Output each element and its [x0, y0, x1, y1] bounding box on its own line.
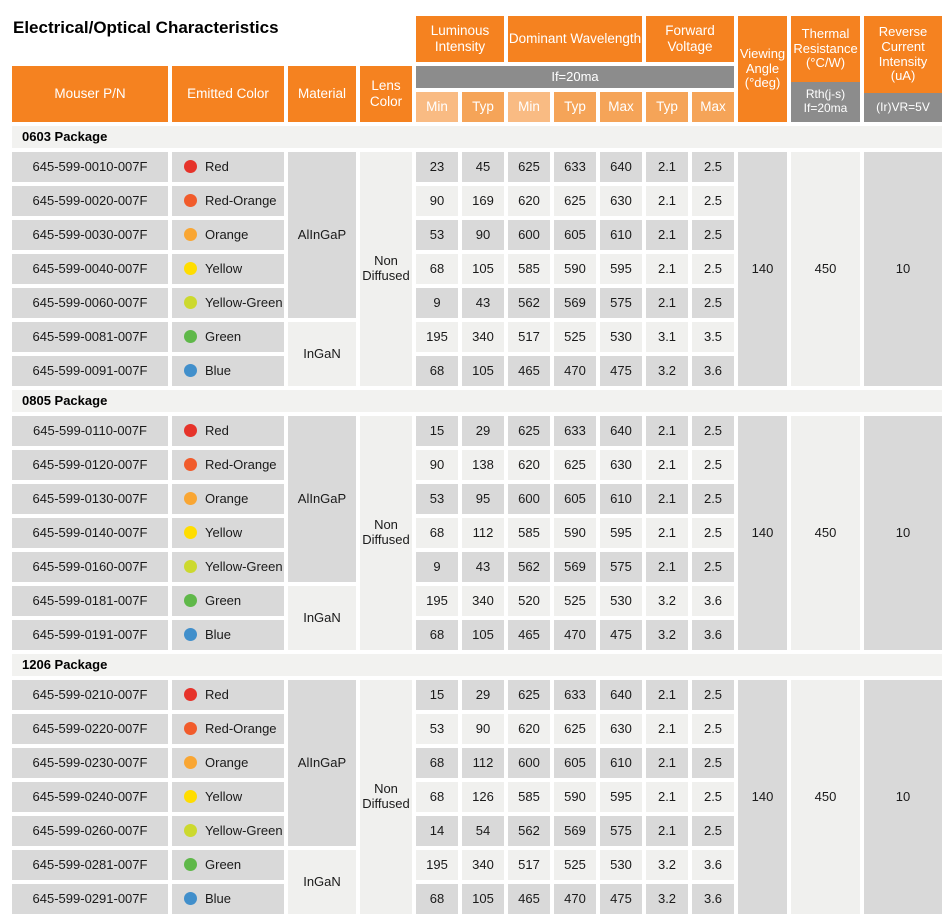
dw-typ-cell: 590: [554, 254, 596, 284]
dw-max-cell: 630: [600, 714, 642, 744]
subheader-li-min: Min: [416, 92, 458, 122]
emitted-color-cell: [172, 748, 284, 778]
package-section-label: 1206 Package: [12, 654, 942, 676]
table-row: [12, 416, 942, 446]
fv-max-cell: 3.5: [692, 322, 734, 352]
emitted-color-label: Orange: [205, 226, 249, 242]
li-min-cell: 195: [416, 586, 458, 616]
lens-color-cell: Non Diffused: [360, 680, 412, 914]
li-min-cell: 68: [416, 518, 458, 548]
li-typ-cell: 29: [462, 680, 504, 710]
dw-typ-cell: 633: [554, 416, 596, 446]
color-dot: [184, 330, 197, 343]
dw-typ-cell: 605: [554, 484, 596, 514]
dw-min-cell: 585: [508, 254, 550, 284]
viewing-angle-cell: 140: [738, 152, 787, 386]
emitted-color-cell: [172, 620, 284, 650]
emitted-color-label: Green: [205, 328, 242, 344]
fv-max-cell: 2.5: [692, 220, 734, 250]
subheader-fv-max: Max: [692, 92, 734, 122]
li-min-cell: 195: [416, 850, 458, 880]
subheader-li-typ: Typ: [462, 92, 504, 122]
color-dot: [184, 492, 197, 505]
fv-typ-cell: 3.1: [646, 322, 688, 352]
fv-typ-cell: 2.1: [646, 680, 688, 710]
emitted-color-label: Yellow-Green: [205, 294, 283, 310]
viewing-angle-cell: 140: [738, 416, 787, 650]
emitted-color-cell: [172, 152, 284, 182]
header-forward-voltage: Forward Voltage: [646, 16, 734, 62]
emitted-color-label: Yellow: [205, 524, 243, 540]
header-lens-color: Lens Color: [360, 66, 412, 122]
reverse-current-title: Reverse Current Intensity (uA): [864, 16, 942, 93]
fv-max-cell: 2.5: [692, 782, 734, 812]
fv-max-cell: 2.5: [692, 484, 734, 514]
li-typ-cell: 126: [462, 782, 504, 812]
li-min-cell: 9: [416, 552, 458, 582]
header-if-band: If=20ma: [416, 66, 734, 88]
part-number-cell: 645-599-0040-007F: [12, 254, 168, 284]
li-min-cell: 14: [416, 816, 458, 846]
fv-max-cell: 2.5: [692, 518, 734, 548]
material-cell: InGaN: [288, 586, 356, 650]
fv-typ-cell: 3.2: [646, 586, 688, 616]
dw-max-cell: 610: [600, 748, 642, 778]
fv-typ-cell: 2.1: [646, 714, 688, 744]
emitted-color-label: Red-Orange: [205, 192, 277, 208]
part-number-cell: 645-599-0020-007F: [12, 186, 168, 216]
color-dot: [184, 458, 197, 471]
li-min-cell: 15: [416, 680, 458, 710]
thermal-resistance-title: Thermal Resistance (°C/W): [791, 16, 860, 82]
dw-typ-cell: 590: [554, 518, 596, 548]
part-number-cell: 645-599-0110-007F: [12, 416, 168, 446]
part-number-cell: 645-599-0291-007F: [12, 884, 168, 914]
dw-max-cell: 640: [600, 680, 642, 710]
li-min-cell: 90: [416, 186, 458, 216]
dw-max-cell: 595: [600, 518, 642, 548]
emitted-color-label: Red: [205, 686, 229, 702]
dw-min-cell: 520: [508, 586, 550, 616]
fv-max-cell: 2.5: [692, 186, 734, 216]
thermal-resistance-cell: 450: [791, 680, 860, 914]
li-typ-cell: 45: [462, 152, 504, 182]
li-typ-cell: 138: [462, 450, 504, 480]
thermal-resistance-cell: 450: [791, 152, 860, 386]
part-number-cell: 645-599-0081-007F: [12, 322, 168, 352]
dw-typ-cell: 605: [554, 220, 596, 250]
color-dot: [184, 892, 197, 905]
material-cell: AlInGaP: [288, 152, 356, 318]
part-number-cell: 645-599-0220-007F: [12, 714, 168, 744]
dw-min-cell: 600: [508, 484, 550, 514]
dw-max-cell: 575: [600, 816, 642, 846]
fv-max-cell: 2.5: [692, 416, 734, 446]
dw-max-cell: 530: [600, 586, 642, 616]
part-number-cell: 645-599-0060-007F: [12, 288, 168, 318]
dw-min-cell: 625: [508, 416, 550, 446]
li-min-cell: 195: [416, 322, 458, 352]
fv-typ-cell: 2.1: [646, 186, 688, 216]
fv-max-cell: 2.5: [692, 714, 734, 744]
part-number-cell: 645-599-0230-007F: [12, 748, 168, 778]
emitted-color-cell: [172, 450, 284, 480]
fv-typ-cell: 3.2: [646, 884, 688, 914]
li-typ-cell: 105: [462, 254, 504, 284]
emitted-color-cell: [172, 356, 284, 386]
color-dot: [184, 824, 197, 837]
emitted-color-label: Green: [205, 856, 242, 872]
lens-color-cell: Non Diffused: [360, 416, 412, 650]
thermal-resistance-cell: 450: [791, 416, 860, 650]
header-spacer: [288, 16, 356, 62]
part-number-cell: 645-599-0010-007F: [12, 152, 168, 182]
li-typ-cell: 105: [462, 884, 504, 914]
emitted-color-label: Blue: [205, 626, 232, 642]
emitted-color-label: Red: [205, 422, 229, 438]
emitted-color-cell: [172, 850, 284, 880]
dw-typ-cell: 633: [554, 680, 596, 710]
fv-max-cell: 3.6: [692, 884, 734, 914]
dw-min-cell: 465: [508, 884, 550, 914]
color-dot: [184, 858, 197, 871]
dw-max-cell: 475: [600, 884, 642, 914]
color-dot: [184, 296, 197, 309]
dw-typ-cell: 590: [554, 782, 596, 812]
fv-typ-cell: 2.1: [646, 782, 688, 812]
li-typ-cell: 340: [462, 586, 504, 616]
emitted-color-label: Orange: [205, 754, 249, 770]
dw-typ-cell: 525: [554, 850, 596, 880]
dw-typ-cell: 625: [554, 714, 596, 744]
dw-min-cell: 600: [508, 748, 550, 778]
material-cell: AlInGaP: [288, 416, 356, 582]
part-number-cell: 645-599-0091-007F: [12, 356, 168, 386]
emitted-color-label: Yellow: [205, 788, 243, 804]
material-cell: AlInGaP: [288, 680, 356, 846]
emitted-color-cell: [172, 416, 284, 446]
dw-min-cell: 620: [508, 450, 550, 480]
color-dot: [184, 756, 197, 769]
li-typ-cell: 95: [462, 484, 504, 514]
dw-max-cell: 475: [600, 356, 642, 386]
color-dot: [184, 194, 197, 207]
color-dot: [184, 228, 197, 241]
fv-max-cell: 2.5: [692, 552, 734, 582]
emitted-color-label: Green: [205, 592, 242, 608]
part-number-cell: 645-599-0240-007F: [12, 782, 168, 812]
li-typ-cell: 112: [462, 748, 504, 778]
header-viewing-angle: Viewing Angle (°deg): [738, 16, 787, 122]
emitted-color-cell: [172, 552, 284, 582]
part-number-cell: 645-599-0191-007F: [12, 620, 168, 650]
color-dot: [184, 722, 197, 735]
li-min-cell: 9: [416, 288, 458, 318]
emitted-color-label: Orange: [205, 490, 249, 506]
li-min-cell: 53: [416, 714, 458, 744]
fv-typ-cell: 2.1: [646, 552, 688, 582]
dw-max-cell: 610: [600, 484, 642, 514]
dw-min-cell: 625: [508, 152, 550, 182]
emitted-color-cell: [172, 288, 284, 318]
emitted-color-label: Blue: [205, 890, 232, 906]
li-typ-cell: 90: [462, 220, 504, 250]
li-typ-cell: 340: [462, 322, 504, 352]
li-typ-cell: 90: [462, 714, 504, 744]
emitted-color-cell: [172, 518, 284, 548]
fv-max-cell: 2.5: [692, 254, 734, 284]
reverse-current-cell: 10: [864, 416, 942, 650]
color-dot: [184, 790, 197, 803]
dw-max-cell: 630: [600, 450, 642, 480]
li-min-cell: 68: [416, 254, 458, 284]
dw-typ-cell: 605: [554, 748, 596, 778]
reverse-current-cell: 10: [864, 152, 942, 386]
fv-max-cell: 3.6: [692, 850, 734, 880]
subheader-dw-typ: Typ: [554, 92, 596, 122]
emitted-color-cell: [172, 680, 284, 710]
dw-max-cell: 530: [600, 850, 642, 880]
subheader-fv-typ: Typ: [646, 92, 688, 122]
page-title: Electrical/Optical Characteristics: [13, 18, 279, 37]
li-min-cell: 15: [416, 416, 458, 446]
fv-typ-cell: 2.1: [646, 416, 688, 446]
part-number-cell: 645-599-0181-007F: [12, 586, 168, 616]
package-section-row: [12, 654, 942, 676]
emitted-color-label: Red-Orange: [205, 456, 277, 472]
dw-max-cell: 530: [600, 322, 642, 352]
package-section-row: [12, 126, 942, 148]
dw-min-cell: 585: [508, 518, 550, 548]
dw-min-cell: 585: [508, 782, 550, 812]
color-dot: [184, 364, 197, 377]
emitted-color-cell: [172, 586, 284, 616]
dw-max-cell: 595: [600, 254, 642, 284]
thermal-resistance-condition: Rth(j-s) If=20ma: [791, 82, 860, 122]
fv-max-cell: 2.5: [692, 450, 734, 480]
part-number-cell: 645-599-0130-007F: [12, 484, 168, 514]
fv-typ-cell: 2.1: [646, 254, 688, 284]
dw-max-cell: 475: [600, 620, 642, 650]
emitted-color-label: Red: [205, 158, 229, 174]
li-min-cell: 68: [416, 884, 458, 914]
header-luminous-intensity: Luminous Intensity: [416, 16, 504, 62]
color-dot: [184, 160, 197, 173]
header-dominant-wavelength: Dominant Wavelength: [508, 16, 642, 62]
dw-typ-cell: 525: [554, 322, 596, 352]
li-min-cell: 68: [416, 356, 458, 386]
fv-max-cell: 2.5: [692, 152, 734, 182]
dw-typ-cell: 633: [554, 152, 596, 182]
table-row: [12, 152, 942, 182]
reverse-current-condition: (Ir)VR=5V: [864, 93, 942, 122]
li-min-cell: 68: [416, 782, 458, 812]
fv-typ-cell: 2.1: [646, 152, 688, 182]
part-number-cell: 645-599-0210-007F: [12, 680, 168, 710]
li-typ-cell: 43: [462, 288, 504, 318]
dw-typ-cell: 470: [554, 620, 596, 650]
dw-min-cell: 562: [508, 552, 550, 582]
fv-max-cell: 2.5: [692, 288, 734, 318]
table-body: [12, 16, 942, 914]
emitted-color-label: Red-Orange: [205, 720, 277, 736]
dw-min-cell: 517: [508, 322, 550, 352]
fv-max-cell: 3.6: [692, 586, 734, 616]
dw-typ-cell: 569: [554, 288, 596, 318]
viewing-angle-cell: 140: [738, 680, 787, 914]
part-number-cell: 645-599-0120-007F: [12, 450, 168, 480]
dw-min-cell: 600: [508, 220, 550, 250]
li-typ-cell: 105: [462, 356, 504, 386]
fv-max-cell: 3.6: [692, 620, 734, 650]
li-min-cell: 90: [416, 450, 458, 480]
li-typ-cell: 169: [462, 186, 504, 216]
dw-max-cell: 610: [600, 220, 642, 250]
material-cell: InGaN: [288, 322, 356, 386]
fv-typ-cell: 2.1: [646, 450, 688, 480]
li-min-cell: 23: [416, 152, 458, 182]
dw-typ-cell: 625: [554, 186, 596, 216]
table-row: [12, 680, 942, 710]
material-cell: InGaN: [288, 850, 356, 914]
dw-min-cell: 562: [508, 288, 550, 318]
part-number-cell: 645-599-0160-007F: [12, 552, 168, 582]
dw-min-cell: 620: [508, 186, 550, 216]
color-dot: [184, 688, 197, 701]
header-thermal-resistance: [791, 16, 860, 122]
reverse-current-cell: 10: [864, 680, 942, 914]
fv-max-cell: 2.5: [692, 748, 734, 778]
li-min-cell: 53: [416, 220, 458, 250]
dw-min-cell: 625: [508, 680, 550, 710]
emitted-color-cell: [172, 220, 284, 250]
li-min-cell: 68: [416, 620, 458, 650]
fv-max-cell: 2.5: [692, 680, 734, 710]
fv-typ-cell: 2.1: [646, 748, 688, 778]
fv-max-cell: 2.5: [692, 816, 734, 846]
dw-min-cell: 562: [508, 816, 550, 846]
datasheet-page: [0, 12, 948, 918]
dw-typ-cell: 470: [554, 884, 596, 914]
dw-min-cell: 465: [508, 620, 550, 650]
dw-min-cell: 620: [508, 714, 550, 744]
li-typ-cell: 43: [462, 552, 504, 582]
dw-typ-cell: 625: [554, 450, 596, 480]
fv-typ-cell: 2.1: [646, 220, 688, 250]
characteristics-table: [8, 12, 946, 918]
li-typ-cell: 54: [462, 816, 504, 846]
li-typ-cell: 105: [462, 620, 504, 650]
lens-color-cell: Non Diffused: [360, 152, 412, 386]
color-dot: [184, 526, 197, 539]
subheader-dw-min: Min: [508, 92, 550, 122]
dw-max-cell: 575: [600, 288, 642, 318]
dw-typ-cell: 525: [554, 586, 596, 616]
fv-typ-cell: 2.1: [646, 518, 688, 548]
fv-typ-cell: 2.1: [646, 288, 688, 318]
dw-max-cell: 595: [600, 782, 642, 812]
subheader-dw-max: Max: [600, 92, 642, 122]
emitted-color-cell: [172, 254, 284, 284]
part-number-cell: 645-599-0260-007F: [12, 816, 168, 846]
header-spacer: [360, 16, 412, 62]
dw-typ-cell: 569: [554, 816, 596, 846]
color-dot: [184, 628, 197, 641]
dw-min-cell: 517: [508, 850, 550, 880]
package-section-label: 0805 Package: [12, 390, 942, 412]
dw-typ-cell: 470: [554, 356, 596, 386]
li-typ-cell: 340: [462, 850, 504, 880]
part-number-cell: 645-599-0140-007F: [12, 518, 168, 548]
color-dot: [184, 262, 197, 275]
emitted-color-cell: [172, 484, 284, 514]
emitted-color-cell: [172, 714, 284, 744]
part-number-cell: 645-599-0281-007F: [12, 850, 168, 880]
li-typ-cell: 112: [462, 518, 504, 548]
emitted-color-label: Yellow-Green: [205, 558, 283, 574]
fv-typ-cell: 3.2: [646, 620, 688, 650]
emitted-color-label: Yellow: [205, 260, 243, 276]
header-material: Material: [288, 66, 356, 122]
emitted-color-cell: [172, 322, 284, 352]
dw-max-cell: 575: [600, 552, 642, 582]
dw-typ-cell: 569: [554, 552, 596, 582]
emitted-color-cell: [172, 186, 284, 216]
dw-min-cell: 465: [508, 356, 550, 386]
header-mouser-pn: Mouser P/N: [12, 66, 168, 122]
fv-typ-cell: 3.2: [646, 850, 688, 880]
fv-typ-cell: 3.2: [646, 356, 688, 386]
emitted-color-label: Blue: [205, 362, 232, 378]
emitted-color-label: Yellow-Green: [205, 822, 283, 838]
emitted-color-cell: [172, 782, 284, 812]
color-dot: [184, 594, 197, 607]
fv-typ-cell: 2.1: [646, 484, 688, 514]
li-min-cell: 68: [416, 748, 458, 778]
package-section-row: [12, 390, 942, 412]
color-dot: [184, 424, 197, 437]
color-dot: [184, 560, 197, 573]
header-reverse-current: [864, 16, 942, 122]
part-number-cell: 645-599-0030-007F: [12, 220, 168, 250]
li-typ-cell: 29: [462, 416, 504, 446]
emitted-color-cell: [172, 816, 284, 846]
fv-typ-cell: 2.1: [646, 816, 688, 846]
dw-max-cell: 640: [600, 416, 642, 446]
package-section-label: 0603 Package: [12, 126, 942, 148]
fv-max-cell: 3.6: [692, 356, 734, 386]
header-emitted-color: Emitted Color: [172, 66, 284, 122]
li-min-cell: 53: [416, 484, 458, 514]
dw-max-cell: 630: [600, 186, 642, 216]
dw-max-cell: 640: [600, 152, 642, 182]
